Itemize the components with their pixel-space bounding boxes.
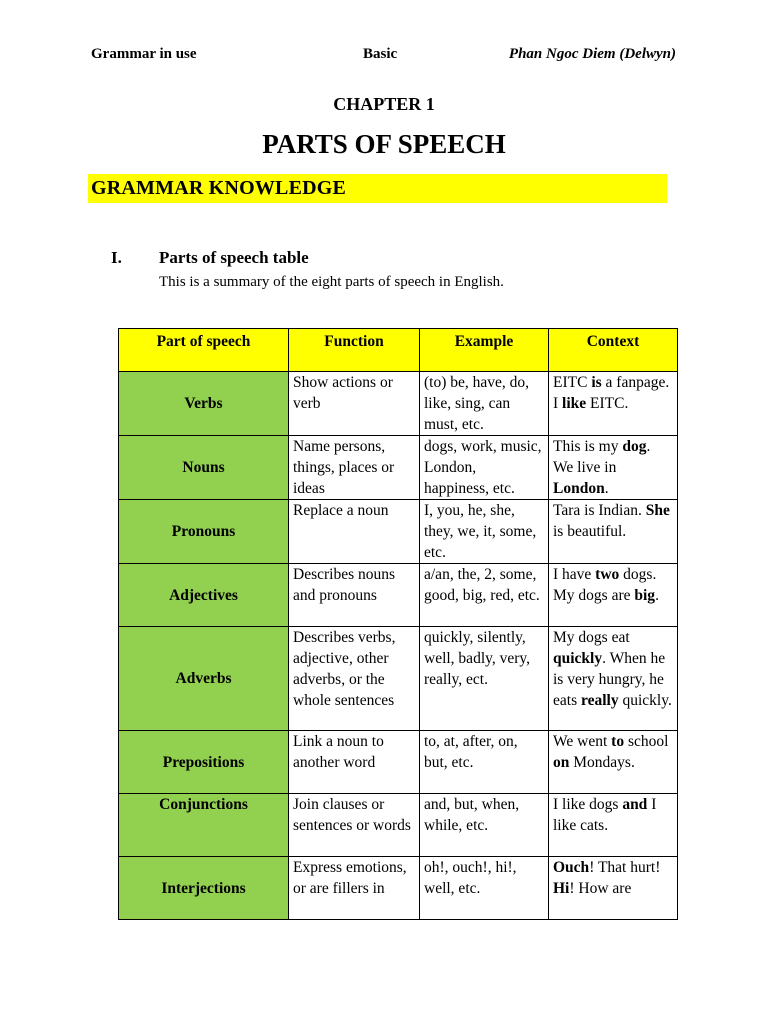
- section-title: Parts of speech table: [159, 248, 309, 267]
- column-header: Part of speech: [119, 329, 289, 372]
- context-emphasis: quickly: [553, 650, 603, 667]
- context-text: I like dogs: [553, 796, 623, 813]
- part-of-speech-cell: Adjectives: [119, 564, 289, 627]
- context-emphasis: really: [580, 692, 619, 709]
- function-cell: Join clauses or sentences or words: [289, 794, 420, 857]
- part-of-speech-cell: Verbs: [119, 372, 289, 436]
- page-title: PARTS OF SPEECH: [262, 129, 506, 159]
- context-text: Tara is Indian.: [553, 502, 646, 519]
- context-text: ! How are: [569, 880, 632, 897]
- parts-of-speech-table: [118, 328, 678, 920]
- table-row: [119, 500, 678, 564]
- function-cell: Replace a noun: [289, 500, 420, 564]
- function-cell: Describes nouns and pronouns: [289, 564, 420, 627]
- context-emphasis: is: [591, 374, 602, 391]
- context-text: school: [624, 733, 669, 750]
- context-emphasis: to: [611, 733, 625, 750]
- context-text: My dogs eat: [553, 629, 630, 646]
- context-text: Mondays.: [569, 754, 635, 771]
- column-header: Example: [420, 329, 549, 372]
- context-text: EITC.: [586, 395, 629, 412]
- example-cell: a/an, the, 2, some, good, big, red, etc.: [420, 564, 549, 627]
- example-cell: and, but, when, while, etc.: [420, 794, 549, 857]
- context-text: dogs. My dogs are: [553, 566, 657, 604]
- context-text: I have: [553, 566, 596, 583]
- context-text: EITC: [553, 374, 592, 391]
- table-row: [119, 436, 678, 500]
- example-cell: dogs, work, music, London, happiness, etc.: [420, 436, 549, 500]
- column-header: Function: [289, 329, 420, 372]
- part-of-speech-cell: Nouns: [119, 436, 289, 500]
- table-row: [119, 731, 678, 794]
- part-of-speech-cell: Interjections: [119, 857, 289, 920]
- context-emphasis: She: [645, 502, 670, 519]
- header-level: Basic: [363, 46, 398, 62]
- table-row: [119, 627, 678, 731]
- section-number: I.: [111, 248, 122, 267]
- intro-text: This is a summary of the eight parts of speech in English.: [159, 274, 504, 290]
- context-emphasis: on: [553, 754, 570, 771]
- header-book-title: Grammar in use: [91, 46, 197, 62]
- context-text: quickly.: [618, 692, 672, 709]
- example-cell: (to) be, have, do, like, sing, can must, etc.: [420, 372, 549, 436]
- context-text: ! That hurt!: [589, 859, 661, 876]
- context-emphasis: two: [595, 566, 620, 583]
- part-of-speech-cell: Pronouns: [119, 500, 289, 564]
- context-cell: [549, 500, 678, 564]
- context-emphasis: big: [634, 587, 656, 604]
- context-cell: [549, 436, 678, 500]
- context-text: . We live in: [553, 438, 651, 476]
- context-cell: [549, 627, 678, 731]
- column-header: Context: [549, 329, 678, 372]
- example-cell: oh!, ouch!, hi!, well, etc.: [420, 857, 549, 920]
- table-header-row: [119, 329, 678, 372]
- running-header: [91, 46, 676, 70]
- part-of-speech-cell: Conjunctions: [119, 794, 289, 857]
- part-of-speech-cell: Prepositions: [119, 731, 289, 794]
- example-cell: to, at, after, on, but, etc.: [420, 731, 549, 794]
- context-text: This is my: [553, 438, 623, 455]
- context-cell: [549, 564, 678, 627]
- context-cell: [549, 794, 678, 857]
- table-row: [119, 564, 678, 627]
- context-emphasis: dog: [622, 438, 647, 455]
- function-cell: Express emotions, or are fillers in: [289, 857, 420, 920]
- table-row: [119, 857, 678, 920]
- header-author: Phan Ngoc Diem (Delwyn): [508, 46, 676, 62]
- chapter-label: CHAPTER 1: [333, 94, 435, 114]
- context-text: a fanpage. I: [553, 374, 670, 412]
- context-emphasis: London: [553, 480, 605, 497]
- context-cell: [549, 731, 678, 794]
- context-text: We went: [553, 733, 612, 750]
- section-heading: [111, 248, 309, 268]
- example-cell: quickly, silently, well, badly, very, really, ect.: [420, 627, 549, 731]
- context-text: is beautiful.: [553, 523, 627, 540]
- banner-text: GRAMMAR KNOWLEDGE: [91, 177, 347, 199]
- table-body: [119, 372, 678, 920]
- context-text: . When he is very hungry, he eats: [553, 650, 666, 709]
- function-cell: Show actions or verb: [289, 372, 420, 436]
- context-emphasis: and: [622, 796, 648, 813]
- part-of-speech-cell: Adverbs: [119, 627, 289, 731]
- table-row: [119, 794, 678, 857]
- context-text: .: [604, 480, 609, 497]
- context-text: .: [655, 587, 659, 604]
- context-cell: [549, 857, 678, 920]
- context-cell: [549, 372, 678, 436]
- context-text: I like cats.: [553, 796, 657, 834]
- function-cell: Describes verbs, adjective, other adverbs, or the whole sentences: [289, 627, 420, 731]
- table-row: [119, 372, 678, 436]
- context-emphasis: like: [562, 395, 587, 412]
- example-cell: I, you, he, she, they, we, it, some, etc.: [420, 500, 549, 564]
- context-emphasis: Ouch: [553, 859, 590, 876]
- function-cell: Link a noun to another word: [289, 731, 420, 794]
- grammar-knowledge-banner: [88, 174, 667, 203]
- function-cell: Name persons, things, places or ideas: [289, 436, 420, 500]
- context-emphasis: Hi: [553, 880, 570, 897]
